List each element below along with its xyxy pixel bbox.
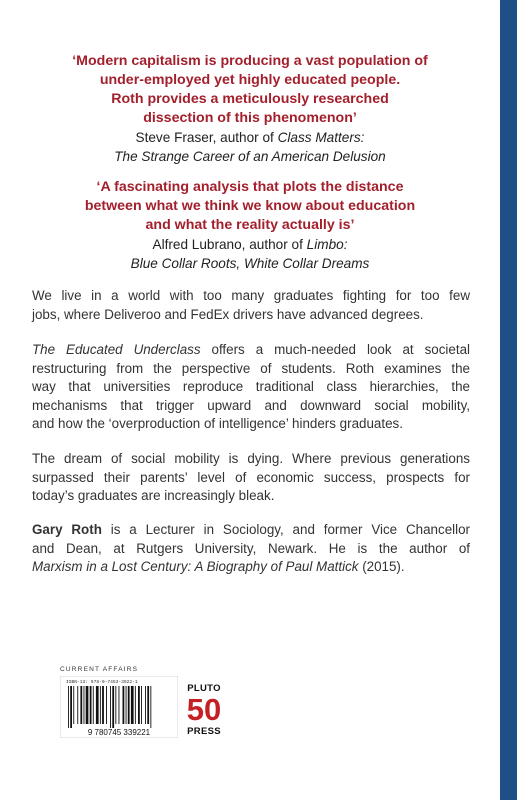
quote-2 (40, 178, 460, 235)
barcode-bar (93, 686, 94, 724)
barcode-bar (126, 686, 127, 724)
bio-line-2: and Dean, at Rutgers University, Newark. He is the author of (32, 540, 470, 556)
p1-line-1: We live in a world with too many graduates fighting for too few (32, 288, 470, 303)
attribution-1-subtitle: The Strange Career of an American Delusion (114, 149, 386, 164)
author-bio (32, 521, 470, 577)
barcode-bar (106, 686, 107, 724)
bio-line-1: is a Lecturer in Sociology, and former Vice Chancellor (101, 522, 471, 537)
p3-line-1: The dream of social mobility is dying. Where previous generations (32, 451, 470, 466)
barcode-bar (84, 686, 85, 724)
p3-line-2: surpassed their parents’ level of economic success, prospects for (32, 469, 470, 485)
barcode-bar (100, 686, 101, 724)
quote-1-line-4: dissection of this phenomenon’ (143, 110, 357, 126)
barcode-bar (86, 686, 89, 724)
blurb-paragraph-2 (32, 341, 470, 434)
logo-top-word: PLUTO (187, 683, 221, 694)
barcode-bar (128, 686, 130, 724)
barcode-bar (131, 686, 134, 724)
quote-2-attribution (40, 235, 460, 273)
barcode-bar (119, 686, 120, 724)
bio-line-3: (2015). (358, 559, 405, 574)
category-label: CURRENT AFFAIRS (60, 666, 139, 673)
barcode-bar (68, 686, 69, 728)
attribution-2-prefix: Alfred Lubrano, author of (152, 237, 307, 252)
p2-line-2: restructuring from the perspective of students. Roth examines the (32, 360, 470, 376)
blurb-paragraph-1 (32, 287, 470, 324)
barcode-bar (150, 686, 151, 728)
isbn-barcode (60, 676, 178, 738)
barcode-number: 9 780745 339221 (87, 728, 151, 737)
p2-line-5: and how the ‘overproduction of intelligence’ hinders graduates. (32, 416, 403, 431)
attribution-1-title: Class Matters: (277, 130, 365, 145)
barcode-bar (115, 686, 116, 724)
pluto-press-logo (182, 683, 226, 743)
author-name: Gary Roth (32, 522, 102, 537)
attribution-2-title: Limbo: (306, 237, 348, 252)
barcode-bar (135, 686, 136, 724)
barcode-bar (138, 686, 140, 724)
barcode-bar (90, 686, 92, 724)
barcode-bar (110, 686, 111, 728)
p2-line-1: offers a much-needed look at societal (200, 342, 470, 357)
author-book-title: Marxism in a Lost Century: A Biography of Paul Mattick (32, 559, 359, 574)
quote-1-attribution (40, 128, 460, 166)
quote-2-line-2: between what we think we know about education (84, 198, 416, 214)
p1-line-2: jobs, where Deliveroo and FedEx drivers have advanced degrees. (32, 306, 424, 322)
barcode-bar (96, 686, 99, 724)
quote-1-line-1: ‘Modern capitalism is producing a vast population of (72, 53, 428, 69)
attribution-1-prefix: Steve Fraser, author of (135, 130, 278, 145)
barcode-bar (77, 686, 78, 724)
logo-number: 50 (186, 692, 222, 727)
quote-1-line-3: Roth provides a meticulously researched (111, 91, 389, 107)
barcode-bar (147, 686, 149, 724)
quote-1-line-2: under-employed yet highly educated people. (99, 72, 401, 88)
barcode-bar (73, 686, 74, 724)
barcode-bar (123, 686, 125, 724)
barcode-bar (145, 686, 146, 724)
barcode-bar (141, 686, 142, 724)
barcode-bar (112, 686, 114, 728)
isbn-text: ISBN-13: 978-0-7453-3922-1 (66, 680, 138, 685)
barcode-bar (70, 686, 72, 728)
attribution-2-subtitle: Blue Collar Roots, White Collar Dreams (130, 256, 370, 271)
quote-1 (40, 52, 460, 128)
p3-line-3: today’s graduates are increasingly bleak. (32, 488, 275, 503)
book-title: The Educated Underclass (32, 342, 201, 357)
p2-line-3: way that universities reproduce traditional class hierarchies, the (32, 379, 470, 394)
logo-bottom-word: PRESS (187, 726, 221, 737)
quote-2-line-1: ‘A fascinating analysis that plots the distance (96, 179, 404, 195)
blurb-paragraph-3 (32, 450, 470, 506)
p2-line-4: mechanisms that trigger upward and downward social mobility, (32, 397, 470, 413)
barcode-bar (102, 686, 104, 724)
barcode-bar (80, 686, 82, 724)
quote-2-line-3: and what the reality actually is’ (145, 217, 355, 233)
